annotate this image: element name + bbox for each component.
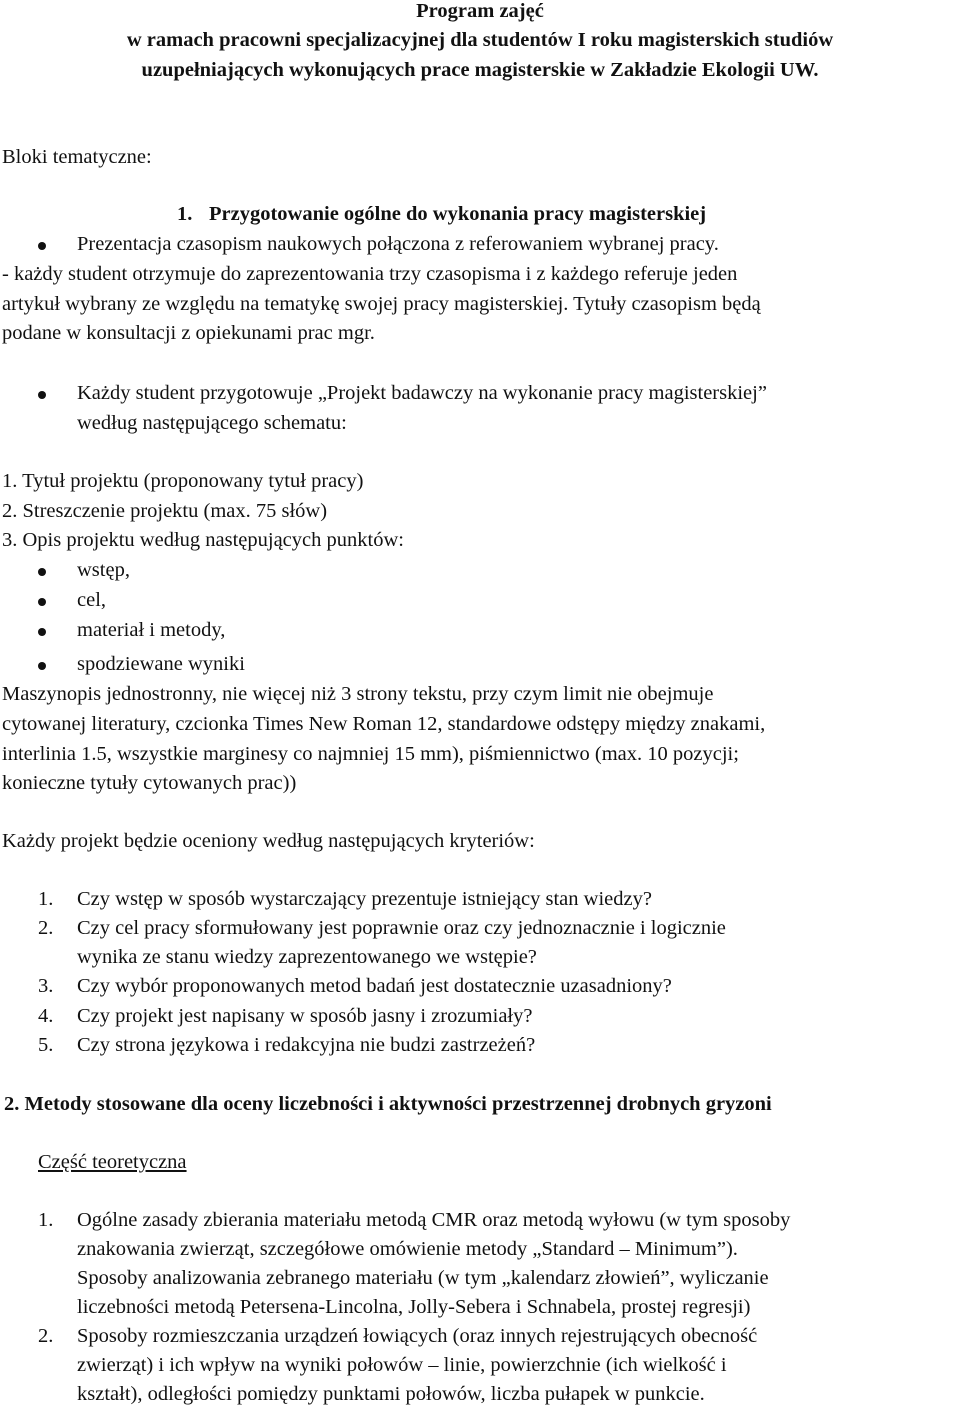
format-line: Maszynopis jednostronny, nie więcej niż 3 strony tekstu, przy czym limit nie obejmuje — [2, 683, 714, 705]
document-title: Program zajęć — [416, 0, 544, 22]
theory-item-line: Ogólne zasady zbierania materiału metodą CMR oraz metodą wyłowu (w tym sposoby — [77, 1209, 791, 1231]
bullet-research-project: Każdy student przygotowuje „Projekt badawczy na wykonanie pracy magisterskiej” — [77, 382, 767, 404]
format-line: interlinia 1.5, wszystkie marginesy co najmniej 15 mm), piśmiennictwo (max. 10 pozycji; — [2, 743, 739, 765]
document-subtitle-line-2: uzupełniających wykonujących prace magisterskie w Zakładzie Ekologii UW. — [141, 59, 819, 81]
theory-item-line: liczebności metodą Petersena-Lincolna, Jolly-Sebera i Schnabela, prostej regresji) — [77, 1296, 751, 1318]
format-line: konieczne tytuły cytowanych prac)) — [2, 772, 297, 794]
bullet-dot — [38, 628, 46, 636]
paragraph-line: artykuł wybrany ze względu na tematykę swojej pracy magisterskiej. Tytuły czasopism będą — [2, 293, 761, 315]
bullet-dot — [38, 662, 46, 670]
section-1-title: Przygotowanie ogólne do wykonania pracy magisterskiej — [209, 203, 707, 225]
bullet-dot — [38, 568, 46, 576]
theory-item-line: zwierząt) i ich wpływ na wyniki połowów – linie, powierzchnie (ich wielkość i — [77, 1354, 727, 1376]
criteria-item: Czy projekt jest napisany w sposób jasny i zrozumiały? — [77, 1005, 533, 1027]
criteria-number: 5. — [38, 1034, 54, 1056]
bullet-dot — [38, 242, 46, 250]
scheme-point: materiał i metody, — [77, 619, 226, 641]
theory-item-number: 1. — [38, 1209, 54, 1231]
scheme-point: wstęp, — [77, 559, 130, 581]
criteria-item: Czy wstęp w sposób wystarczający prezentuje istniejący stan wiedzy? — [77, 888, 652, 910]
section-2-subheading: Część teoretyczna — [38, 1151, 187, 1173]
criteria-item-cont: wynika ze stanu wiedzy zaprezentowanego we wstępie? — [77, 946, 537, 968]
theory-item-line: Sposoby rozmieszczania urządzeń łowiących (oraz innych rejestrujących obecność — [77, 1325, 758, 1347]
theory-item-number: 2. — [38, 1325, 54, 1347]
bullet-research-project-cont: według następującego schematu: — [77, 412, 347, 434]
scheme-point: spodziewane wyniki — [77, 653, 245, 675]
scheme-item: 3. Opis projektu według następujących punktów: — [2, 529, 404, 551]
criteria-number: 2. — [38, 917, 54, 939]
section-1-number: 1. — [177, 203, 193, 225]
bullet-dot — [38, 391, 46, 399]
criteria-item: Czy strona językowa i redakcyjna nie budzi zastrzeżeń? — [77, 1034, 536, 1056]
paragraph-line: - każdy student otrzymuje do zaprezentowania trzy czasopisma i z każdego referuje jeden — [2, 263, 738, 285]
theory-item-line: kształt), odległości pomiędzy punktami połowów, liczba pułapek w punkcie. — [77, 1383, 705, 1405]
bullet-dot — [38, 598, 46, 606]
criteria-item: Czy wybór proponowanych metod badań jest dostatecznie uzasadniony? — [77, 975, 672, 997]
bullet-journal-presentation: Prezentacja czasopism naukowych połączona z referowaniem wybranej pracy. — [77, 233, 719, 255]
criteria-item: Czy cel pracy sformułowany jest poprawnie oraz czy jednoznacznie i logicznie — [77, 917, 726, 939]
blocks-label: Bloki tematyczne: — [2, 146, 152, 168]
criteria-number: 4. — [38, 1005, 54, 1027]
criteria-number: 1. — [38, 888, 54, 910]
theory-item-line: Sposoby analizowania zebranego materiału (w tym „kalendarz złowień”, wyliczanie — [77, 1267, 769, 1289]
scheme-point: cel, — [77, 589, 107, 611]
scheme-item: 1. Tytuł projektu (proponowany tytuł pracy) — [2, 470, 364, 492]
scheme-item: 2. Streszczenie projektu (max. 75 słów) — [2, 500, 328, 522]
paragraph-line: podane w konsultacji z opiekunami prac mgr. — [2, 322, 375, 344]
theory-item-line: znakowania zwierząt, szczegółowe omówienie metody „Standard – Minimum”). — [77, 1238, 738, 1260]
criteria-number: 3. — [38, 975, 54, 997]
criteria-intro: Każdy projekt będzie oceniony według następujących kryteriów: — [2, 830, 535, 852]
section-2-heading: 2. Metody stosowane dla oceny liczebności i aktywności przestrzennej drobnych gryzoni — [4, 1093, 772, 1115]
document-subtitle-line-1: w ramach pracowni specjalizacyjnej dla studentów I roku magisterskich studiów — [126, 29, 834, 51]
format-line: cytowanej literatury, czcionka Times New Roman 12, standardowe odstępy między znakami, — [2, 713, 766, 735]
